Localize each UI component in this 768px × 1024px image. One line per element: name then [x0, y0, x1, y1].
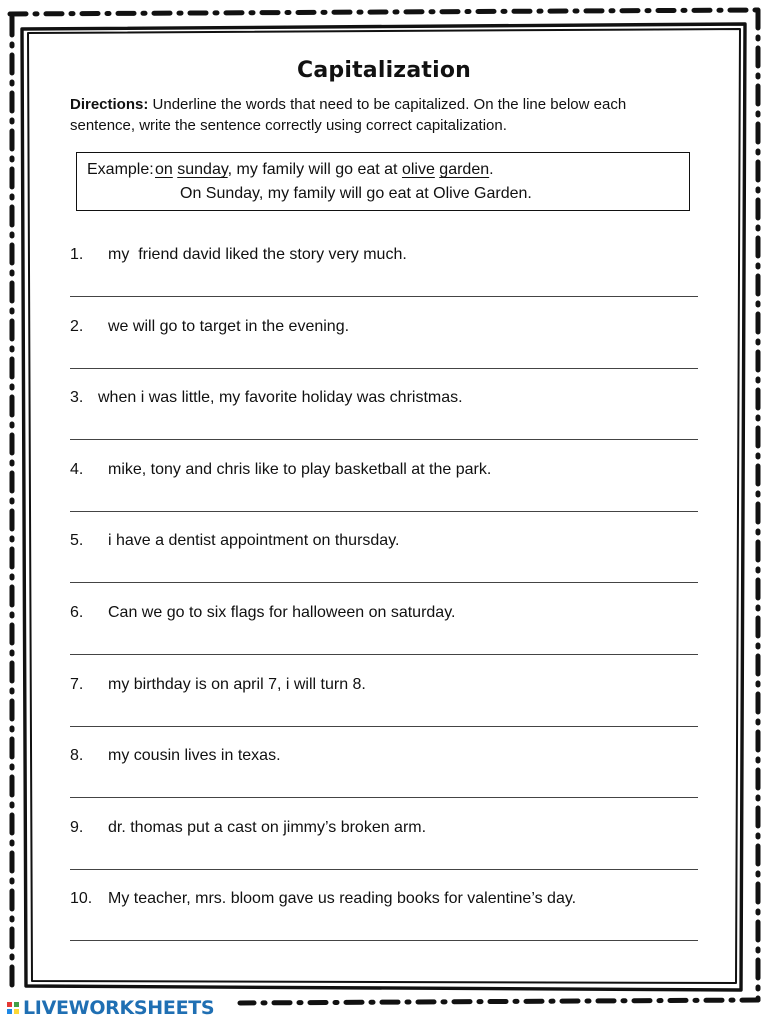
sentence-text: my birthday is on april 7, i will turn 8.: [108, 676, 366, 693]
sentence-number: 6.: [70, 604, 84, 621]
answer-line[interactable]: [70, 940, 698, 941]
liveworksheets-logo: [6, 996, 214, 1020]
sentence-text: mike, tony and chris like to play basketball at the park.: [108, 461, 492, 478]
sentence-text: My teacher, mrs. bloom gave us reading books for valentine’s day.: [108, 890, 577, 907]
sentence-text: we will go to target in the evening.: [108, 318, 350, 335]
sentence-number: 9.: [70, 819, 84, 836]
logo-square: [14, 1009, 19, 1014]
example-text: .: [489, 161, 494, 178]
directions-text: Underline the words that need to be capitalized. On the line below each sentence, write the sentence correctly using correct capitalization.: [70, 96, 627, 134]
answer-line[interactable]: [70, 582, 698, 583]
logo-squares-icon: [6, 1001, 20, 1015]
logo-square: [7, 1009, 12, 1014]
directions-label: Directions:: [70, 96, 149, 113]
answer-line[interactable]: [70, 726, 698, 727]
logo-square: [14, 1002, 19, 1007]
logo-text: LIVEWORKSHEETS: [23, 997, 215, 1019]
sentence-number: 5.: [70, 532, 84, 549]
sentence-number: 2.: [70, 318, 84, 335]
logo-square: [7, 1002, 12, 1007]
answer-line[interactable]: [70, 368, 698, 369]
sentence-text: Can we go to six flags for halloween on saturday.: [108, 604, 456, 621]
example-text: , my family will go eat at: [227, 161, 402, 178]
answer-line[interactable]: [70, 439, 698, 440]
answer-line[interactable]: [70, 869, 698, 870]
answer-line[interactable]: [70, 654, 698, 655]
example-label: Example:: [87, 161, 154, 178]
sentence-text: my friend david liked the story very much.: [108, 246, 407, 263]
example-box: [76, 152, 690, 211]
example-underlined-word: olive: [401, 161, 435, 178]
directions: [70, 94, 690, 136]
sentence-text: dr. thomas put a cast on jimmy’s broken arm.: [108, 819, 427, 836]
sentence-text: my cousin lives in texas.: [108, 747, 281, 764]
answer-line[interactable]: [70, 511, 698, 512]
worksheet-title: Capitalization: [296, 58, 471, 83]
sentence-text: when i was little, my favorite holiday was christmas.: [98, 389, 463, 406]
sentence-number: 3.: [70, 389, 84, 406]
sentence-text: i have a dentist appointment on thursday.: [108, 532, 400, 549]
example-underlined-word: sunday: [177, 161, 228, 178]
example-sentence-lowercase: [155, 161, 494, 179]
sentence-number: 1.: [70, 246, 84, 263]
answer-line[interactable]: [70, 296, 698, 297]
sentence-number: 7.: [70, 676, 84, 693]
example-underlined-word: on: [155, 161, 173, 178]
example-sentence-corrected: On Sunday, my family will go eat at Olive Garden.: [180, 185, 532, 202]
sentence-number: 8.: [70, 747, 84, 764]
example-underlined-word: garden: [439, 161, 490, 178]
sentence-number: 10.: [70, 890, 93, 907]
answer-line[interactable]: [70, 797, 698, 798]
sentence-number: 4.: [70, 461, 84, 478]
